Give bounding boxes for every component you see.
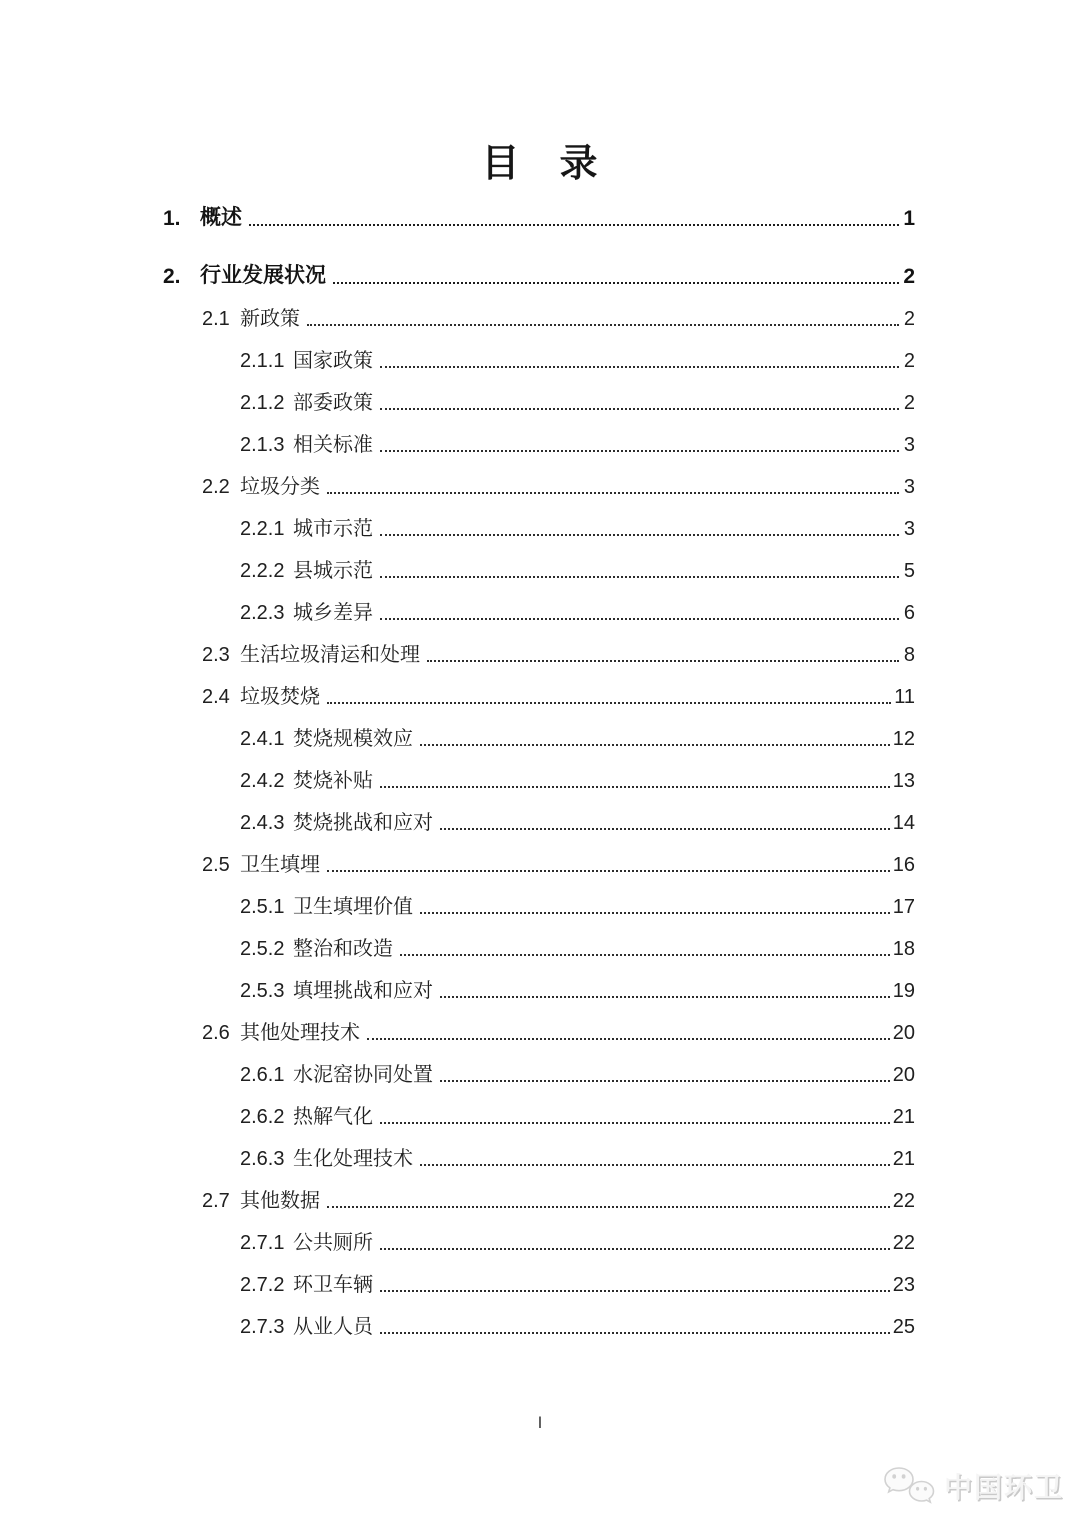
dot-leader — [427, 660, 899, 662]
entry-page: 2 — [903, 350, 915, 372]
dot-leader — [420, 912, 890, 914]
toc-entry[interactable] — [163, 591, 915, 633]
dot-leader — [327, 1206, 890, 1208]
page-number-footer: I — [537, 1413, 543, 1432]
entry-page: 13 — [892, 770, 915, 792]
toc-entry[interactable] — [163, 885, 915, 927]
entry-page: 17 — [892, 896, 915, 918]
dot-leader — [327, 702, 891, 704]
entry-number: 2.2.2 — [240, 560, 285, 582]
wechat-logo-icon — [883, 1465, 937, 1507]
entry-number: 2.3 — [202, 644, 230, 666]
toc-entry[interactable] — [163, 465, 915, 507]
toc-entry[interactable] — [163, 717, 915, 759]
entry-page: 3 — [903, 518, 915, 540]
toc-entry[interactable] — [163, 1011, 915, 1053]
dot-leader — [380, 618, 899, 620]
entry-label: 相关标准 — [293, 434, 373, 456]
entry-label: 部委政策 — [293, 392, 373, 414]
entry-number: 2.6.2 — [240, 1106, 285, 1128]
toc-entry[interactable] — [163, 1095, 915, 1137]
entry-page: 25 — [892, 1316, 915, 1338]
entry-page: 18 — [892, 938, 915, 960]
entry-label: 焚烧挑战和应对 — [293, 812, 433, 834]
entry-page: 11 — [894, 686, 915, 708]
entry-number: 2.7.1 — [240, 1232, 285, 1254]
toc-entry[interactable] — [163, 843, 915, 885]
entry-page: 22 — [892, 1190, 915, 1212]
entry-page: 3 — [903, 476, 915, 498]
entry-number: 2.4.1 — [240, 728, 285, 750]
dot-leader — [440, 1080, 890, 1082]
entry-label: 国家政策 — [293, 350, 373, 372]
page-title: 目 录 — [481, 143, 599, 185]
toc-entry[interactable] — [163, 197, 915, 239]
entry-number: 2.1.1 — [240, 350, 285, 372]
entry-page: 20 — [892, 1022, 915, 1044]
entry-number: 2. — [163, 265, 181, 288]
entry-number: 2.4.2 — [240, 770, 285, 792]
entry-number: 2.5.2 — [240, 938, 285, 960]
dot-leader — [333, 282, 899, 284]
dot-leader — [380, 1122, 890, 1124]
dot-leader — [380, 576, 899, 578]
dot-leader — [380, 1290, 890, 1292]
dot-leader — [440, 996, 890, 998]
toc-entry[interactable] — [163, 675, 915, 717]
toc-entry[interactable] — [163, 1305, 915, 1347]
entry-label: 热解气化 — [293, 1106, 373, 1128]
entry-label: 城市示范 — [293, 518, 373, 540]
entry-label: 焚烧补贴 — [293, 770, 373, 792]
entry-number: 2.6.1 — [240, 1064, 285, 1086]
toc-entry[interactable] — [163, 927, 915, 969]
toc-entry[interactable] — [163, 423, 915, 465]
entry-number: 2.1.3 — [240, 434, 285, 456]
toc-entry[interactable] — [163, 1137, 915, 1179]
entry-number: 2.5.1 — [240, 896, 285, 918]
entry-label: 水泥窑协同处置 — [293, 1064, 433, 1086]
dot-leader — [380, 408, 899, 410]
entry-page: 19 — [892, 980, 915, 1002]
entry-number: 2.1 — [202, 308, 230, 330]
entry-label: 城乡差异 — [293, 602, 373, 624]
entry-label: 其他处理技术 — [240, 1022, 360, 1044]
entry-label: 生活垃圾清运和处理 — [240, 644, 420, 666]
toc-entry[interactable] — [163, 507, 915, 549]
entry-page: 5 — [903, 560, 915, 582]
entry-label: 其他数据 — [240, 1190, 320, 1212]
entry-number: 2.4 — [202, 686, 230, 708]
toc-entry[interactable] — [163, 759, 915, 801]
dot-leader — [367, 1038, 890, 1040]
toc-entry[interactable] — [163, 1221, 915, 1263]
entry-page: 2 — [903, 392, 915, 414]
toc-entry[interactable] — [163, 297, 915, 339]
entry-page: 12 — [892, 728, 915, 750]
entry-number: 2.7.3 — [240, 1316, 285, 1338]
entry-label: 环卫车辆 — [293, 1274, 373, 1296]
entry-page: 16 — [892, 854, 915, 876]
entry-number: 2.7.2 — [240, 1274, 285, 1296]
dot-leader — [420, 1164, 890, 1166]
entry-number: 2.1.2 — [240, 392, 285, 414]
entry-page: 2 — [903, 308, 915, 330]
entry-label: 公共厕所 — [293, 1232, 373, 1254]
entry-page: 2 — [903, 265, 915, 288]
entry-number: 2.6.3 — [240, 1148, 285, 1170]
entry-page: 21 — [892, 1148, 915, 1170]
watermark-text: 中国环卫 — [943, 1472, 1064, 1503]
entry-number: 2.4.3 — [240, 812, 285, 834]
entry-number: 2.2.1 — [240, 518, 285, 540]
entry-page: 6 — [903, 602, 915, 624]
dot-leader — [420, 744, 890, 746]
entry-label: 焚烧规模效应 — [293, 728, 413, 750]
entry-label: 新政策 — [240, 308, 300, 330]
toc-entry[interactable] — [163, 801, 915, 843]
dot-leader — [380, 1248, 890, 1250]
entry-number: 2.7 — [202, 1190, 230, 1212]
toc-entry[interactable] — [163, 969, 915, 1011]
toc-list — [163, 197, 915, 1347]
entry-number: 2.6 — [202, 1022, 230, 1044]
entry-label: 填埋挑战和应对 — [293, 980, 433, 1002]
toc-entry[interactable] — [163, 381, 915, 423]
toc-entry[interactable] — [163, 339, 915, 381]
toc-entry[interactable] — [163, 1263, 915, 1305]
toc-entry[interactable] — [163, 255, 915, 297]
entry-page: 23 — [892, 1274, 915, 1296]
entry-page: 22 — [892, 1232, 915, 1254]
toc-entry[interactable] — [163, 1179, 915, 1221]
dot-leader — [307, 324, 899, 326]
entry-label: 概述 — [200, 206, 242, 229]
entry-page: 8 — [903, 644, 915, 666]
dot-leader — [380, 786, 890, 788]
dot-leader — [440, 828, 890, 830]
entry-page: 14 — [892, 812, 915, 834]
entry-label: 卫生填埋 — [240, 854, 320, 876]
entry-number: 2.2.3 — [240, 602, 285, 624]
dot-leader — [380, 1332, 890, 1334]
toc-entry[interactable] — [163, 633, 915, 675]
toc-entry[interactable] — [163, 549, 915, 591]
dot-leader — [380, 450, 899, 452]
entry-label: 整治和改造 — [293, 938, 393, 960]
entry-page: 1 — [903, 207, 915, 230]
dot-leader — [249, 224, 899, 226]
toc-entry[interactable] — [163, 1053, 915, 1095]
entry-page: 20 — [892, 1064, 915, 1086]
entry-label: 生化处理技术 — [293, 1148, 413, 1170]
entry-number: 2.5 — [202, 854, 230, 876]
entry-label: 行业发展状况 — [200, 264, 326, 287]
watermark — [883, 1465, 1064, 1507]
dot-leader — [380, 534, 899, 536]
entry-number: 2.5.3 — [240, 980, 285, 1002]
dot-leader — [327, 492, 899, 494]
entry-label: 卫生填埋价值 — [293, 896, 413, 918]
entry-label: 垃圾焚烧 — [240, 686, 320, 708]
entry-label: 垃圾分类 — [240, 476, 320, 498]
entry-label: 县城示范 — [293, 560, 373, 582]
dot-leader — [380, 366, 899, 368]
entry-page: 21 — [892, 1106, 915, 1128]
entry-page: 3 — [903, 434, 915, 456]
entry-number: 2.2 — [202, 476, 230, 498]
dot-leader — [400, 954, 890, 956]
entry-label: 从业人员 — [293, 1316, 373, 1338]
dot-leader — [327, 870, 890, 872]
entry-number: 1. — [163, 207, 181, 230]
